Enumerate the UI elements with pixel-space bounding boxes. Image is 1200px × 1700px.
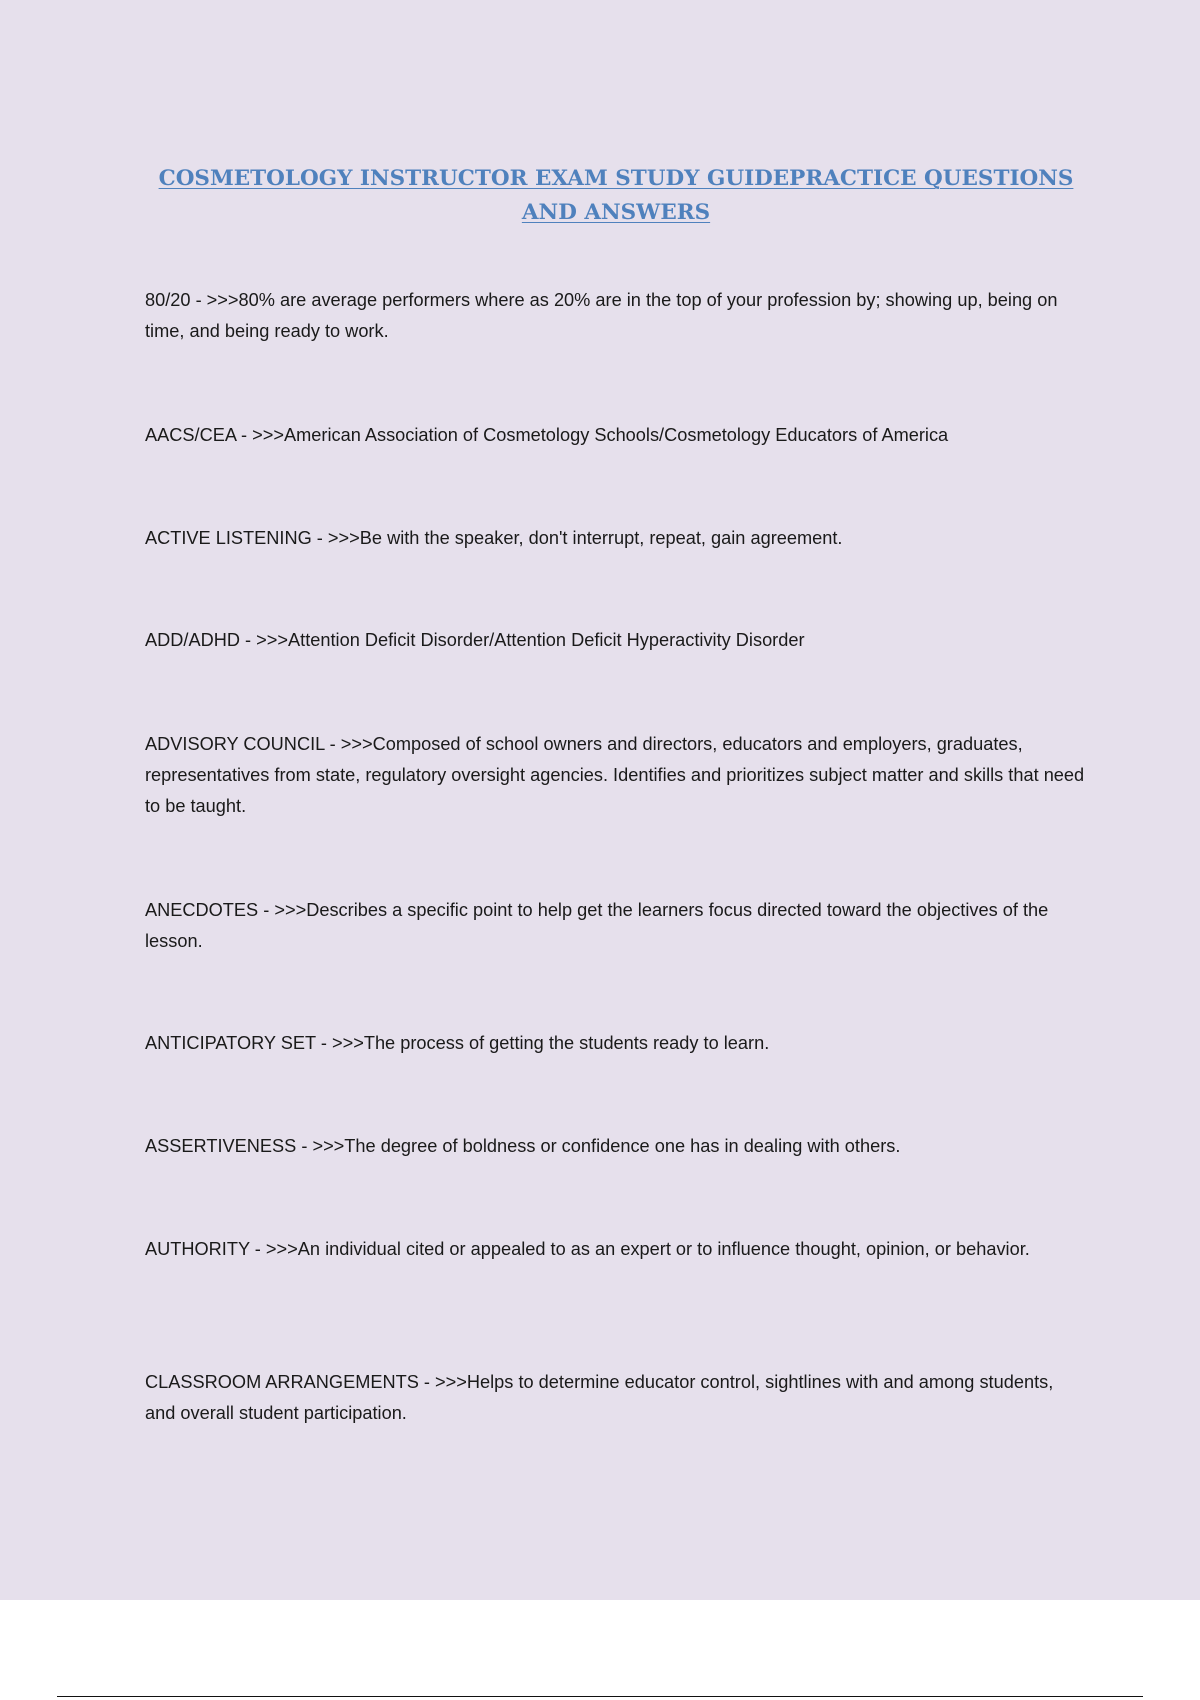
entry-aacs-cea: AACS/CEA - >>>American Association of Cosmetology Schools/Cosmetology Educators of America xyxy=(145,425,949,445)
document-title: COSMETOLOGY INSTRUCTOR EXAM STUDY GUIDEPRACTICE QUESTIONS AND ANSWERS xyxy=(158,166,1074,225)
entry-assertiveness: ASSERTIVENESS - >>>The degree of boldness or confidence one has in dealing with others. xyxy=(145,1136,901,1156)
entry-80-20: 80/20 - >>>80% are average performers where as 20% are in the top of your profession by; showing up, being on time, and being ready to work. xyxy=(145,290,1058,341)
footer-divider xyxy=(57,1696,1143,1697)
entry-active-listening: ACTIVE LISTENING - >>>Be with the speaker, don't interrupt, repeat, gain agreement. xyxy=(145,528,843,548)
entry-authority: AUTHORITY - >>>An individual cited or appealed to as an expert or to influence thought, opinion, or behavior. xyxy=(145,1239,1030,1259)
entry-advisory-council: ADVISORY COUNCIL - >>>Composed of school owners and directors, educators and employers, graduates, representatives from state, regulatory oversight agencies. Identifies and prioritizes subject matter and skills that need to be taught. xyxy=(145,734,1085,816)
entry-add-adhd: ADD/ADHD - >>>Attention Deficit Disorder/Attention Deficit Hyperactivity Disorder xyxy=(145,630,805,650)
entry-classroom-arrangements: CLASSROOM ARRANGEMENTS - >>>Helps to determine educator control, sightlines with and among students, and overall student participation. xyxy=(145,1372,1054,1423)
entry-anticipatory-set: ANTICIPATORY SET - >>>The process of getting the students ready to learn. xyxy=(145,1033,770,1053)
entry-anecdotes: ANECDOTES - >>>Describes a specific point to help get the learners focus directed toward the objectives of the lesson. xyxy=(145,900,1049,951)
